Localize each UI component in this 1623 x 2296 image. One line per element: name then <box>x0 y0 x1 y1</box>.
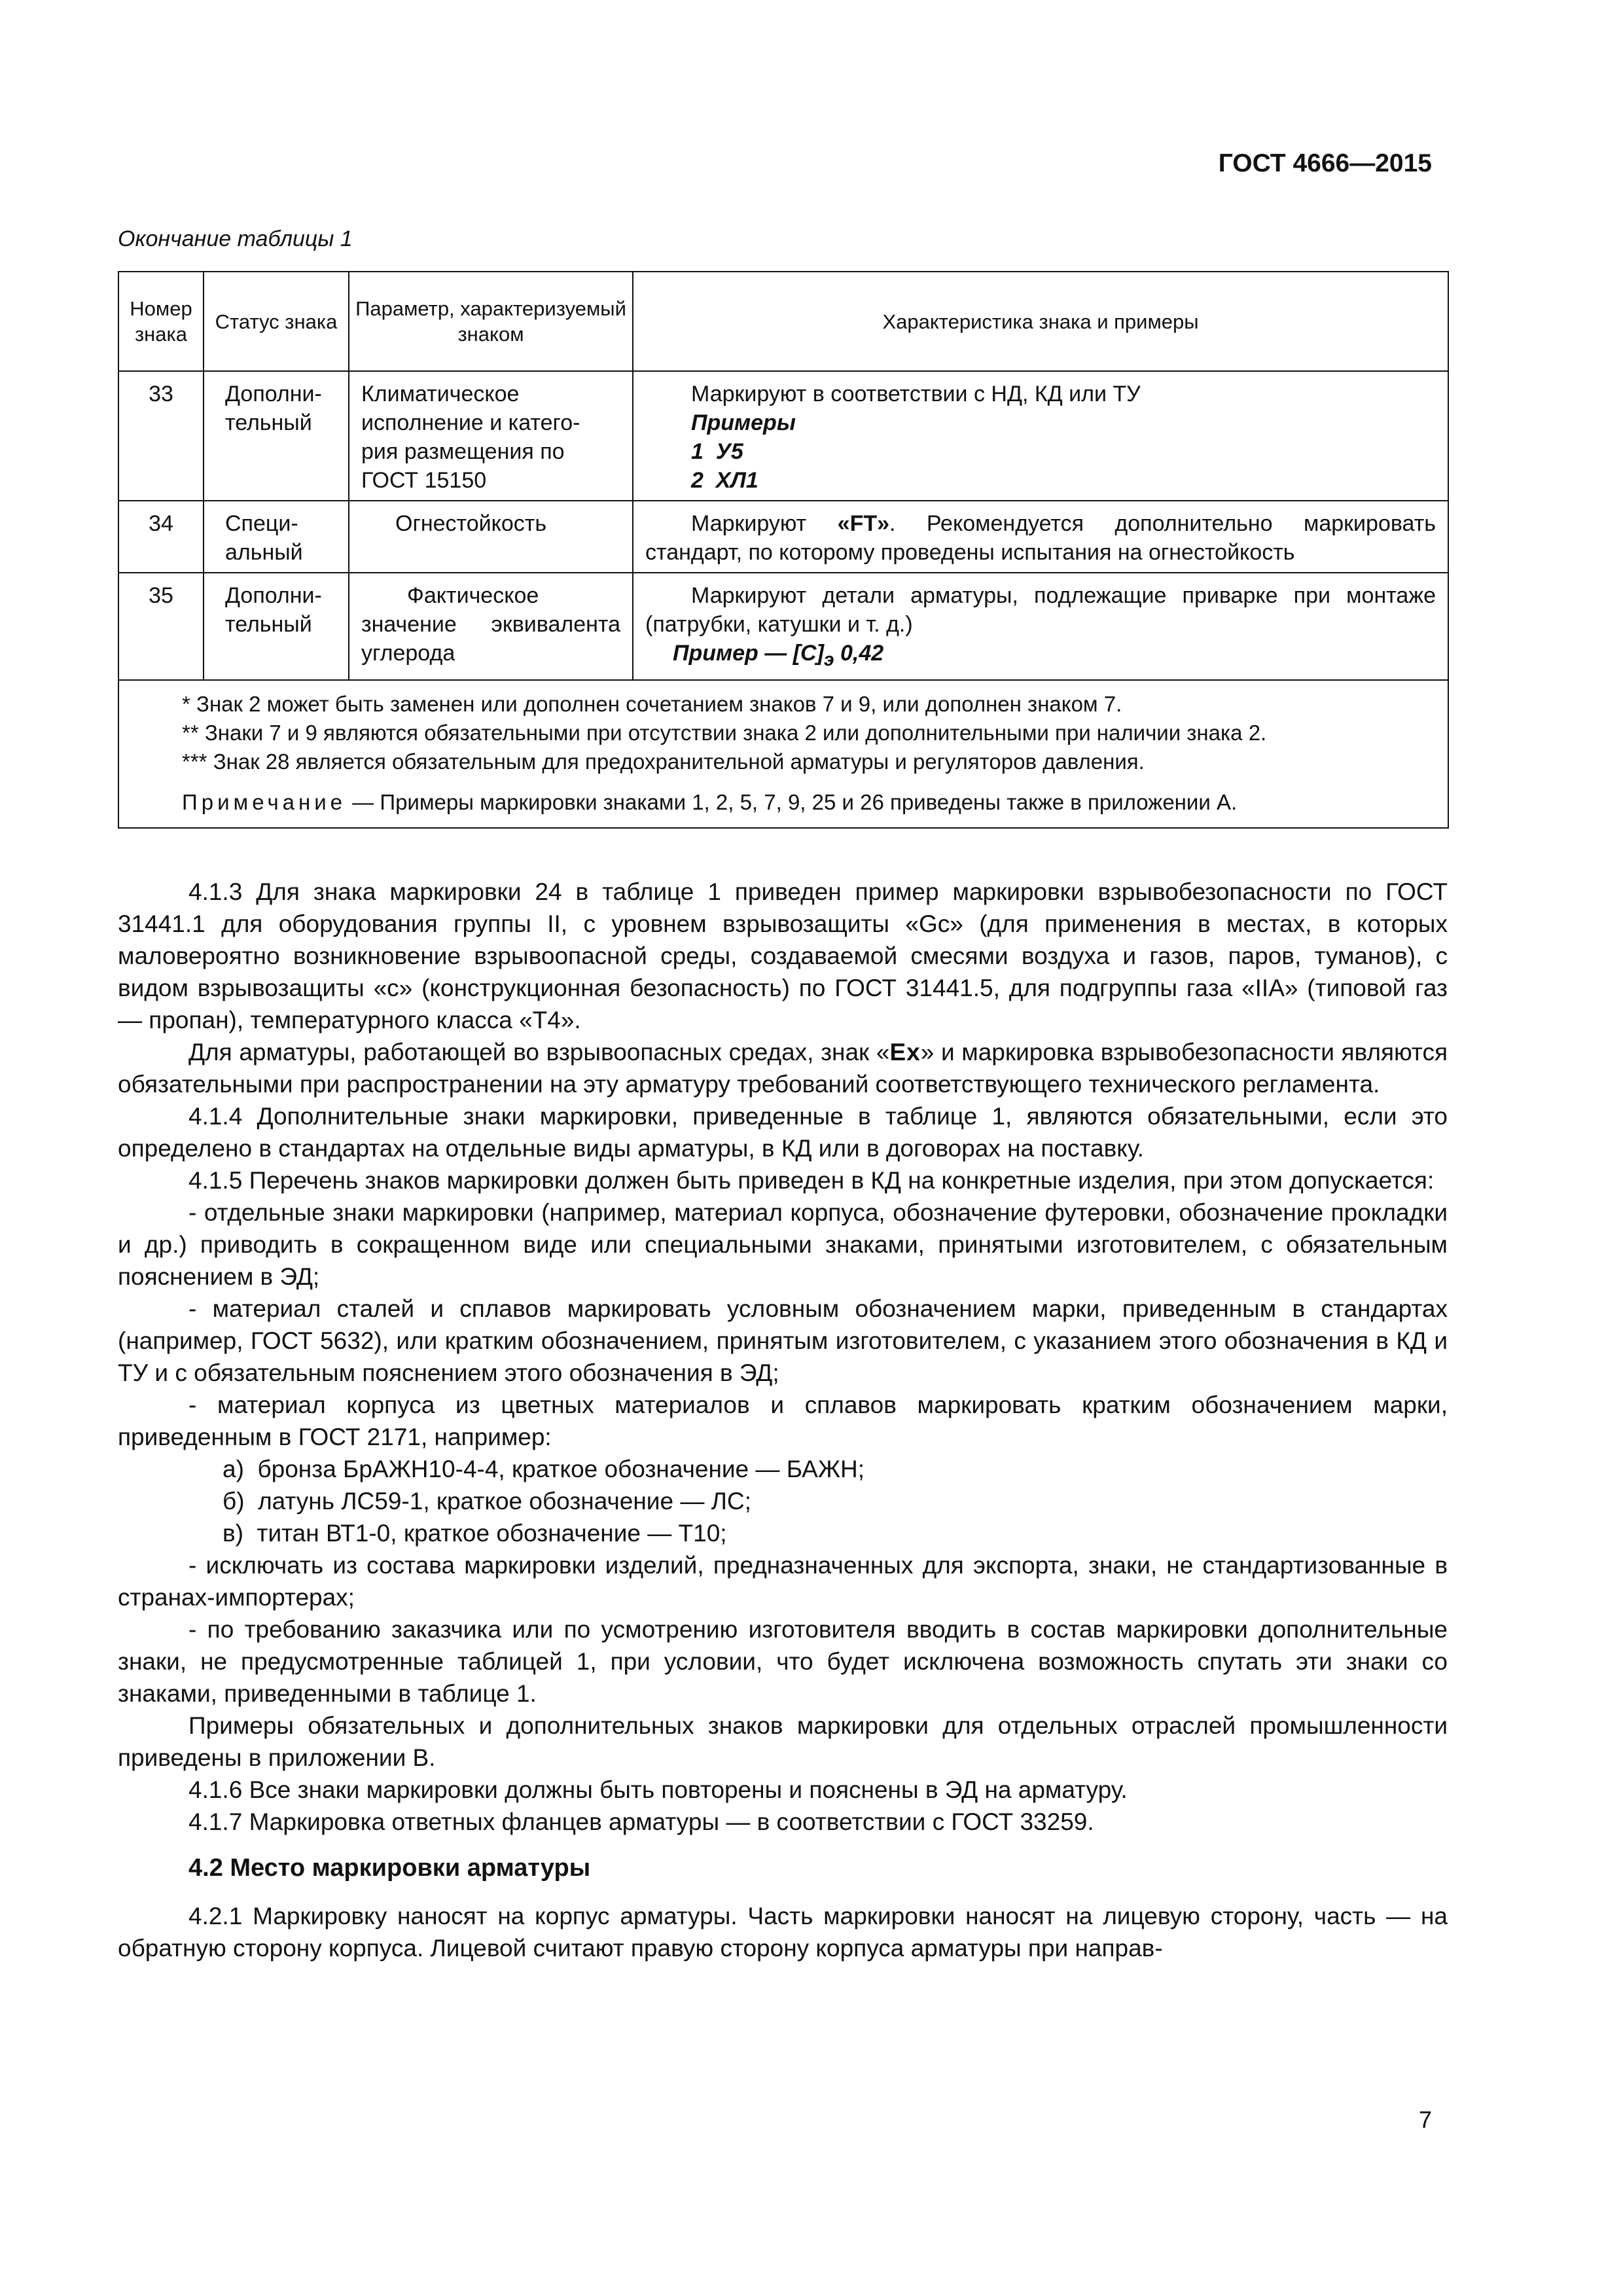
list-item: - исключать из состава маркировки изделий, предназначенных для экспорта, знаки, не стандартизованные в странах-импортерах; <box>118 1552 1448 1611</box>
example-item: 2 ХЛ1 <box>691 468 758 493</box>
note-label: Примечание <box>182 789 347 814</box>
sub-list-item: б) латунь ЛС59-1, краткое обозначение — ЛС; <box>223 1488 751 1515</box>
paragraph-ex-lead: Для арматуры, работающей во взрывоопасных средах, знак « <box>188 1039 890 1066</box>
cell-status: Дополни- тельный <box>204 371 349 501</box>
footnote: *** Знак 28 является обязательным для предохранительной арматуры и регуляторов давления. <box>182 749 1145 774</box>
table-row <box>118 371 1448 501</box>
characteristic-text-rest: . Рекомендуется дополнительно маркировать стандарт, по которому проведены испытания на огнестойкость <box>645 511 1436 565</box>
characteristic-text-lead: Маркируют <box>691 511 838 536</box>
paragraph-ex-rest: » и маркировка взрывобезопасности являются обязательными при распространении на эту арматуру требований соответствующего технического регламента. <box>118 1039 1448 1098</box>
list-item: - по требованию заказчика или по усмотрению изготовителя вводить в состав маркировки дополнительные знаки, не предусмотренные таблицей 1, при условии, что будет исключена возможность спутать эти знаки со знаками, приведенными в таблице 1. <box>118 1616 1448 1707</box>
cell-number: 34 <box>118 501 204 573</box>
list-item: - отдельные знаки маркировки (например, материал корпуса, обозначение футеровки, обозначение прокладки и др.) приводить в сокращенном виде или специальными знаками, принятыми изготовителем, с обязательным пояснением в ЭД; <box>118 1199 1448 1290</box>
paragraph-4-1-6: 4.1.6 Все знаки маркировки должны быть повторены и пояснены в ЭД на арматуру. <box>188 1776 1128 1803</box>
col-header-param: Параметр, характеризуемый знаком <box>349 272 633 371</box>
footnote: ** Знаки 7 и 9 являются обязательными при отсутствии знака 2 или дополнительными при наличии знака 2. <box>182 720 1267 745</box>
example-label: Пример — [С] <box>673 641 824 666</box>
ex-sign-icon: Ex <box>889 1039 921 1066</box>
table-row <box>118 501 1448 573</box>
cell-param: Огнестойкость <box>349 501 633 573</box>
cell-number: 35 <box>118 573 204 680</box>
footnote: * Знак 2 может быть заменен или дополнен сочетанием знаков 7 и 9, или дополнен знаком 7. <box>182 691 1122 716</box>
list-item: - материал сталей и сплавов маркировать условным обозначением марки, приведенным в стандартах (например, ГОСТ 5632), или кратким обозначением, принятым изготовителем, с указанием этого обозначения в КД и ТУ и с обязательным пояснением этого обозначения в ЭД; <box>118 1295 1448 1386</box>
sub-list-item: в) титан ВТ1-0, краткое обозначение — Т10; <box>223 1520 727 1547</box>
col-header-number: Номер знака <box>118 272 204 371</box>
characteristic-text <box>645 509 1436 567</box>
cell-characteristic <box>633 573 1448 680</box>
cell-status: Специ- альный <box>204 501 349 573</box>
page-number: 7 <box>1418 2106 1432 2133</box>
table-caption: Окончание таблицы 1 <box>118 226 353 251</box>
paragraph-examples: Примеры обязательных и дополнительных знаков маркировки для отдельных отраслей промышленности приведены в приложении В. <box>118 1712 1448 1771</box>
marking-table <box>118 271 1449 829</box>
section-heading-4-2: 4.2 Место маркировки арматуры <box>188 1854 591 1882</box>
example-value: 0,42 <box>834 641 884 666</box>
col-header-characteristic: Характеристика знака и примеры <box>633 272 1448 371</box>
note-text: — Примеры маркировки знаками 1, 2, 5, 7, 9, 25 и 26 приведены также в приложении А. <box>346 789 1238 814</box>
cell-characteristic <box>633 371 1448 501</box>
table-footnotes <box>118 680 1448 828</box>
sub-list-item: а) бронза БрАЖН10-4-4, краткое обозначение — БАЖН; <box>223 1456 865 1482</box>
paragraph-4-1-4: 4.1.4 Дополнительные знаки маркировки, приведенные в таблице 1, являются обязательными, если это определено в стандартах на отдельные виды арматуры, в КД или в договорах на поставку. <box>118 1103 1448 1162</box>
characteristic-text: Маркируют детали арматуры, подлежащие приварке при монтаже (патрубки, катушки и т. д.) <box>645 583 1436 637</box>
paragraph-4-1-3: 4.1.3 Для знака маркировки 24 в таблице 1 приведен пример маркировки взрывобезопасности по ГОСТ 31441.1 для оборудования группы II, с уровнем взрывозащиты «Gc» (для применения в местах, в которых маловероятно возникновение взрывоопасной среды, создаваемой смесями воздуха и газов, паров, туманов), с видом взрывозащиты «с» (конструкционная безопасность) по ГОСТ 31441.5, для подгруппы газа «IIA» (типовой газ — пропан), температурного класса «Т4». <box>118 878 1448 1033</box>
table-note <box>182 788 1436 817</box>
paragraph-4-1-5: 4.1.5 Перечень знаков маркировки должен быть приведен в КД на конкретные изделия, при этом допускается: <box>188 1167 1435 1194</box>
cell-param: Климатическое исполнение и катего- рия размещения по ГОСТ 15150 <box>349 371 633 501</box>
cell-param: Фактическое значение эквивалента углерода <box>349 573 633 680</box>
examples-label: Примеры <box>691 410 796 435</box>
col-header-status: Статус знака <box>204 272 349 371</box>
paragraph-ex-sign <box>118 1036 1448 1100</box>
characteristic-text: Маркируют в соответствии с НД, КД или ТУ <box>691 382 1141 406</box>
example-item <box>645 639 1436 674</box>
body-text <box>118 876 1448 1964</box>
document-code: ГОСТ 4666—2015 <box>1218 149 1432 177</box>
cell-number: 33 <box>118 371 204 501</box>
example-subscript: э <box>823 649 834 670</box>
table-header-row <box>118 272 1448 371</box>
table-row <box>118 573 1448 680</box>
paragraph-4-2-1: 4.2.1 Маркировку наносят на корпус арматуры. Часть маркировки наносят на лицевую сторону, часть — на обратную сторону корпуса. Лицевой считают правую сторону корпуса арматуры при направ- <box>118 1903 1448 1962</box>
list-item: - материал корпуса из цветных материалов и сплавов маркировать кратким обозначением марки, приведенным в ГОСТ 2171, например: <box>118 1391 1448 1450</box>
paragraph-4-1-7: 4.1.7 Маркировка ответных фланцев арматуры — в соответствии с ГОСТ 33259. <box>188 1808 1094 1835</box>
table-footnotes-row <box>118 680 1448 828</box>
cell-characteristic <box>633 501 1448 573</box>
ft-mark: «FT» <box>837 511 890 536</box>
example-item: 1 У5 <box>691 439 743 464</box>
cell-status: Дополни- тельный <box>204 573 349 680</box>
